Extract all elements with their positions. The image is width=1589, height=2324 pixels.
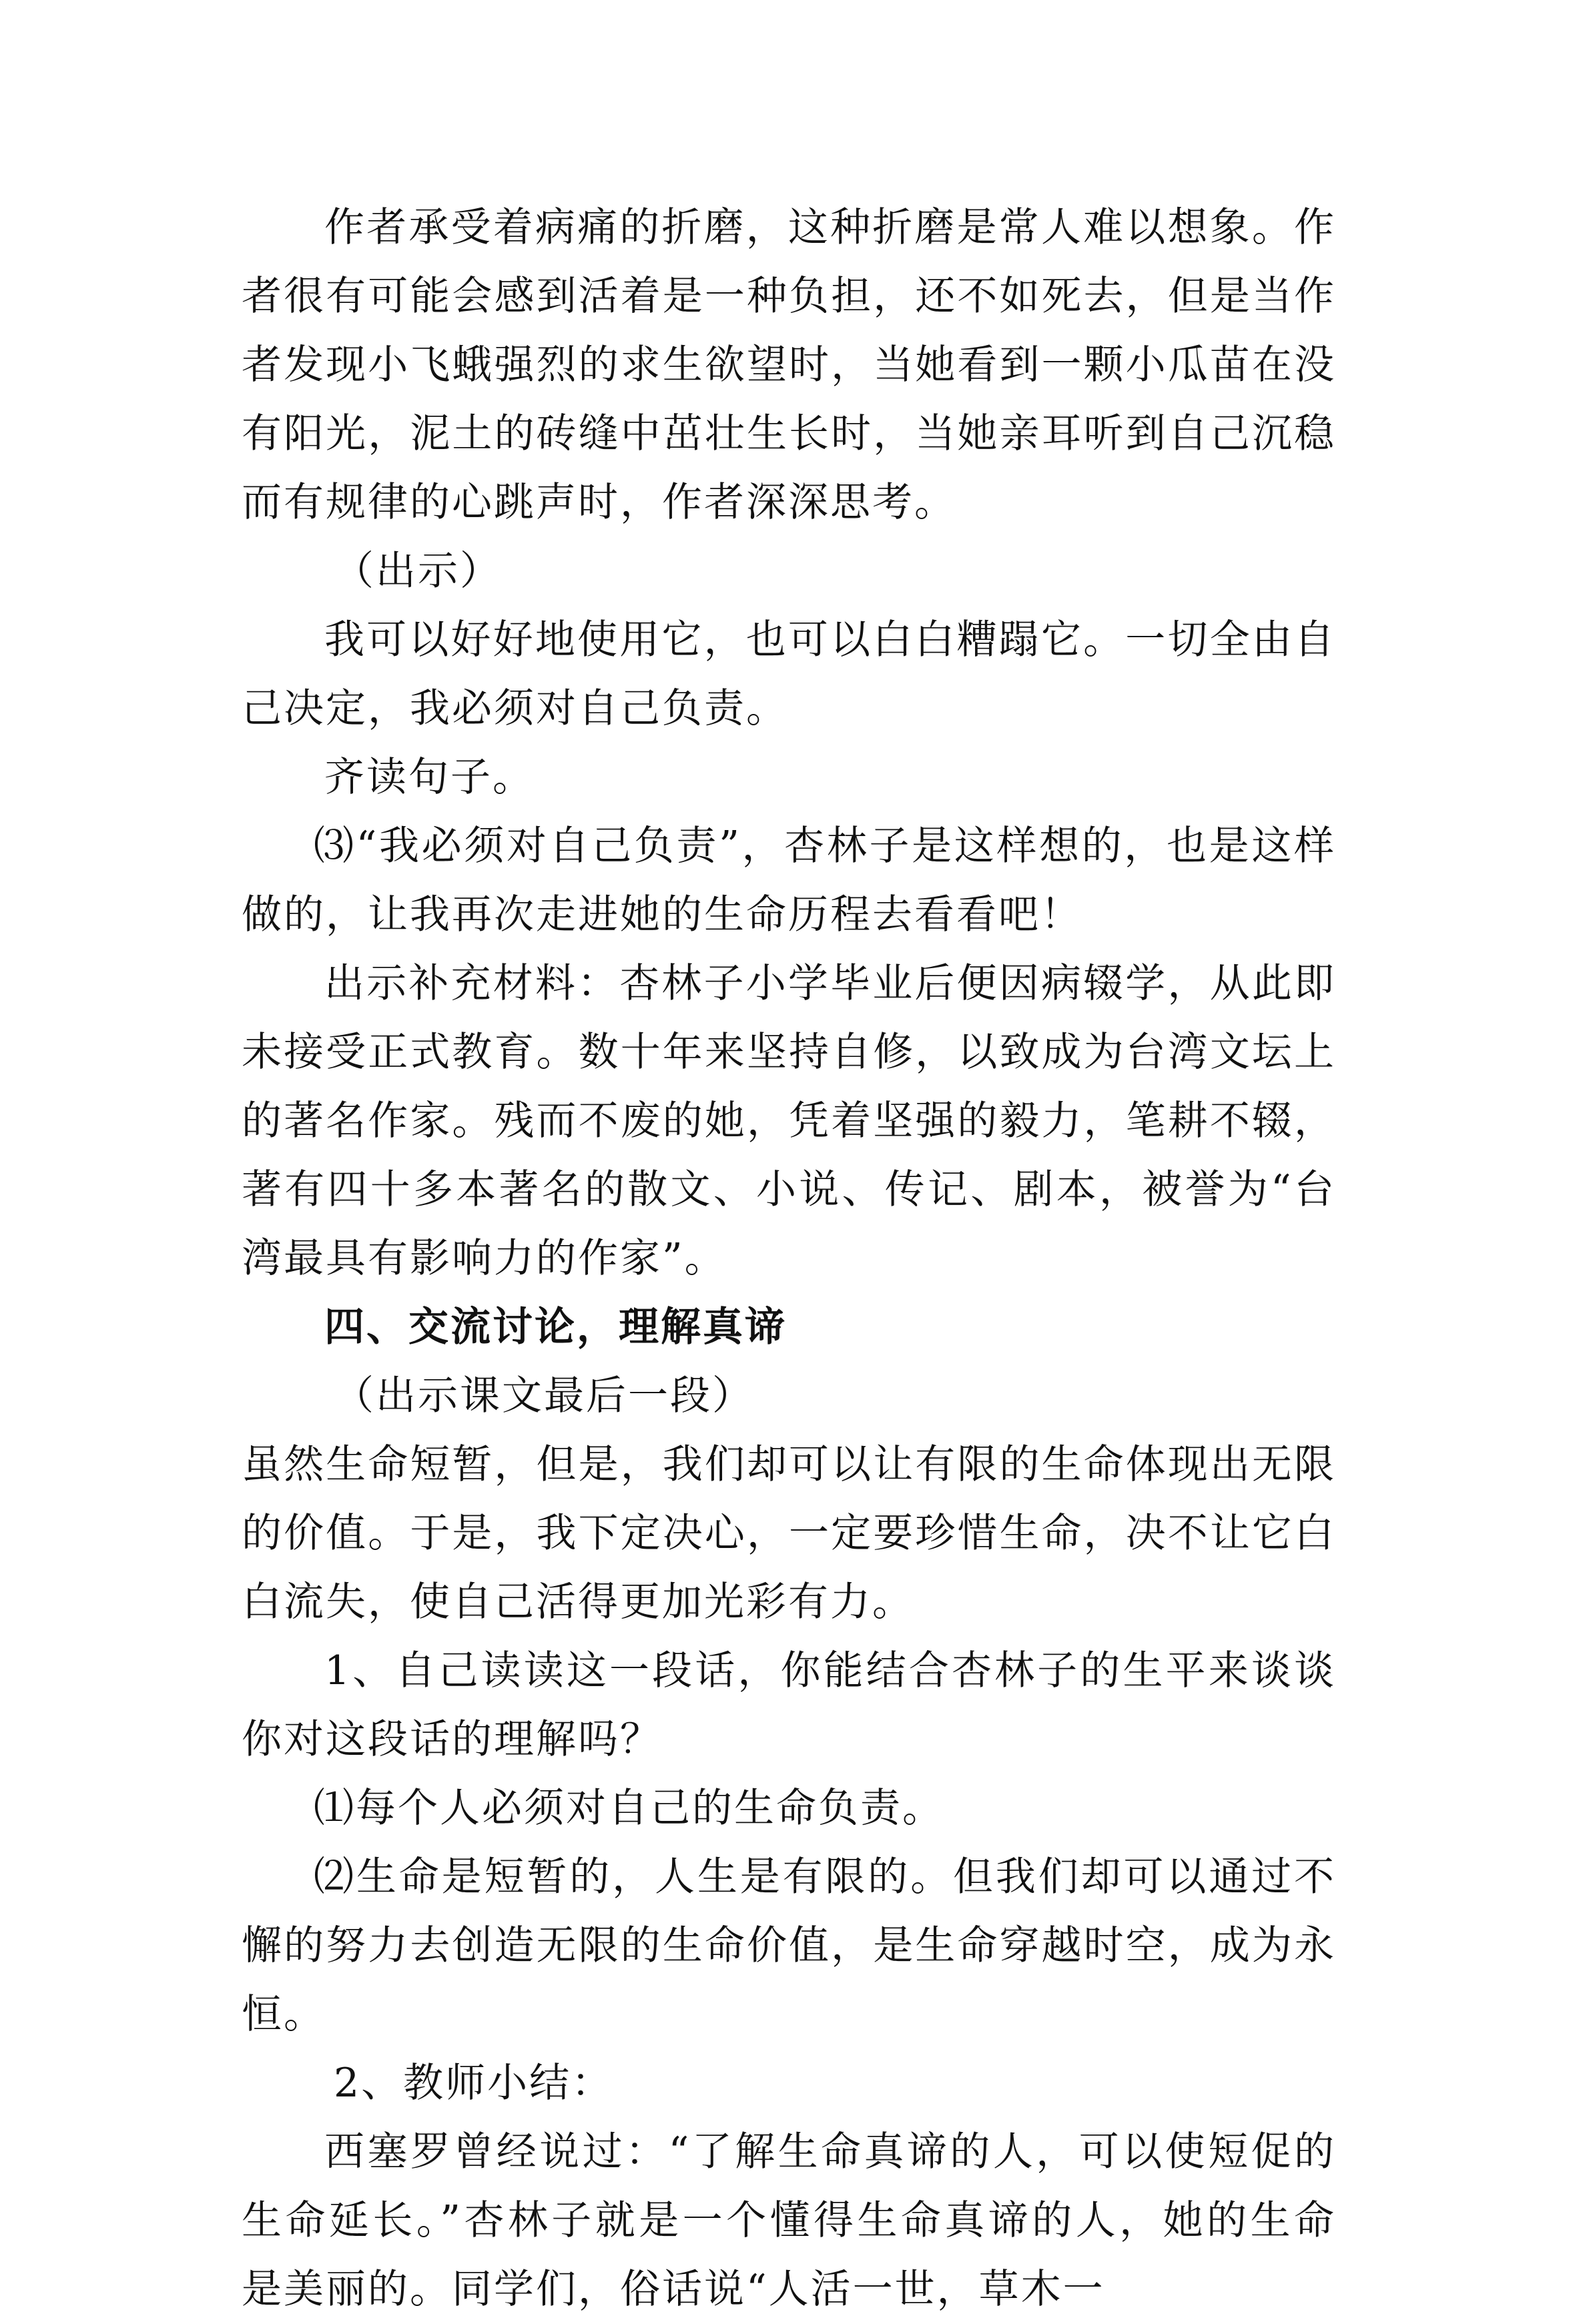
paragraph-show-last-section: （出示课文最后一段） bbox=[334, 1373, 754, 1419]
paragraph-question-1: 1、自己读读这一段话，你能结合杏林子的生平来谈谈你对这段话的理解吗？ bbox=[242, 1647, 1336, 1763]
paragraph-cicero-quote: 西塞罗曾经说过：“了解生命真谛的人，可以使短促的生命延长。”杏林子就是一个懂得生命真谛的人，她的生命是美丽的。同学们，俗话说“人活一世，草木一 bbox=[242, 2128, 1336, 2313]
paragraph-answer-1: ⑴每个人必须对自己的生命负责。 bbox=[314, 1785, 944, 1832]
paragraph-show-label: （出示） bbox=[334, 548, 502, 595]
paragraph-answer-2: ⑵生命是短暂的，人生是有限的。但我们却可以通过不懈的努力去创造无限的生命价值，是生命穿越时空，成为永恒。 bbox=[242, 1854, 1336, 2038]
paragraph-read-aloud: 齐读句子。 bbox=[324, 754, 535, 801]
paragraph-supplementary-material: 出示补充材料：杏林子小学毕业后便因病辍学，从此即未接受正式教育。数十年来坚持自修，以致成为台湾文坛上的著名作家。残而不废的她，凭着坚强的毅力，笔耕不辍，著有四十多本著名的散文、小说、传记、剧本，被誉为“台湾最具有影响力的作家”。 bbox=[242, 960, 1336, 1282]
paragraph-last-section-quote: 虽然生命短暂，但是，我们却可以让有限的生命体现出无限的价值。于是，我下定决心，一定要珍惜生命，决不让它白白流失，使自己活得更加光彩有力。 bbox=[242, 1441, 1336, 1625]
document-body bbox=[242, 193, 1336, 2324]
section-heading: 四、交流讨论，理解真谛 bbox=[324, 1304, 787, 1350]
paragraph-item-3: ⑶“我必须对自己负责”，杏林子是这样想的，也是这样做的，让我再次走进她的生命历程去看看吧！ bbox=[242, 823, 1336, 938]
paragraph-author-suffering: 作者承受着病痛的折磨，这种折磨是常人难以想象。作者很有可能会感到活着是一种负担，还不如死去，但是当作者发现小飞蛾强烈的求生欲望时，当她看到一颗小瓜苗在没有阳光，泥土的砖缝中茁壮生长时，当她亲耳听到自己沉稳而有规律的心跳声时，作者深深思考。 bbox=[242, 204, 1336, 526]
paragraph-quote-responsibility: 我可以好好地使用它，也可以白白糟蹋它。一切全由自己决定，我必须对自己负责。 bbox=[242, 617, 1336, 732]
paragraph-teacher-summary-label: 2、教师小结： bbox=[334, 2060, 614, 2106]
